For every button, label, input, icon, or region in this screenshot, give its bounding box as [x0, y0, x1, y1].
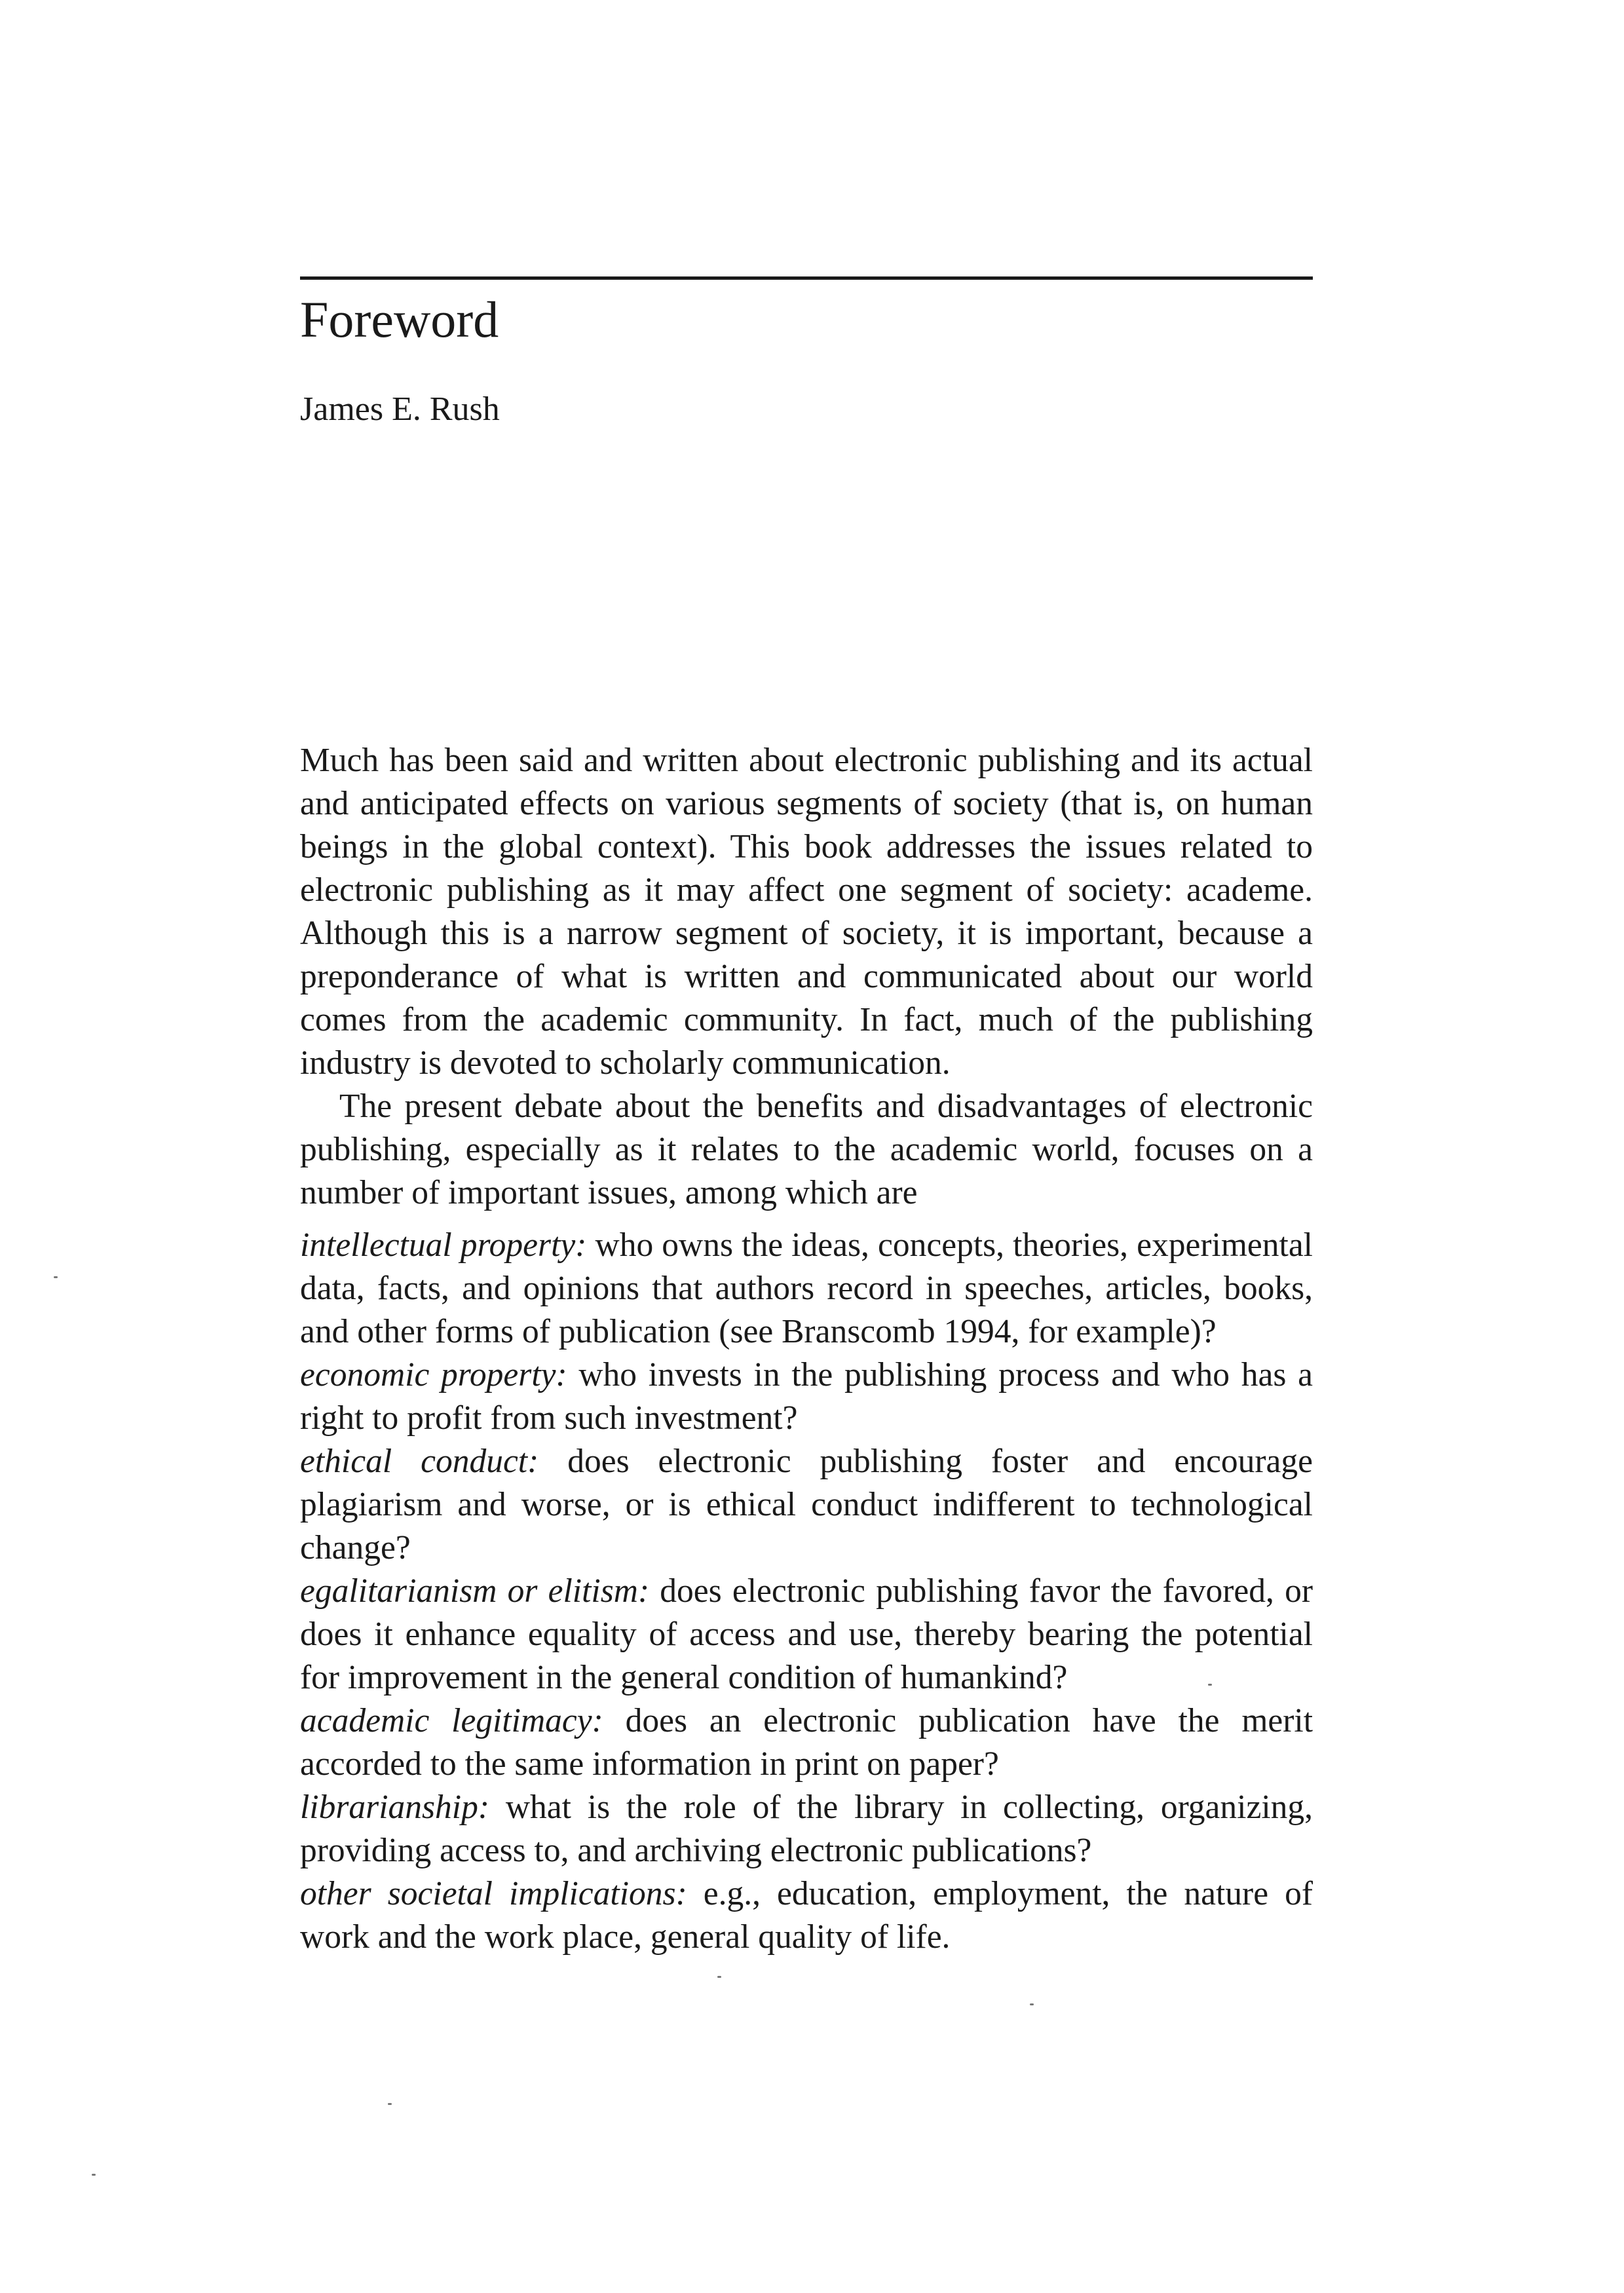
issue-text: e.g., education, employment, the nature of work and the work place, general quality of life. [300, 1875, 1313, 1956]
issue-item [300, 1440, 1313, 1570]
issue-text: does electronic publishing foster and encourage plagiarism and worse, or is ethical conduct indifferent to technological change? [300, 1443, 1313, 1566]
issue-term: ethical conduct: [300, 1443, 539, 1480]
title-rule [300, 276, 1313, 280]
issue-item [300, 1570, 1313, 1699]
issue-text: who invests in the publishing process and who has a right to profit from such investment? [300, 1356, 1313, 1437]
paragraph-1: Much has been said and written about electronic publishing and its actual and anticipated effects on various segments of society (that is, on human beings in the global context). This book addresses the issues related to electronic publishing as it may affect one segment of society: academe. Although this is a narrow segment of society, it is important, because a preponderance of what is written and communicated about our world comes from the academic community. In fact, much of the publishing industry is devoted to scholarly communication. [300, 742, 1313, 1082]
issue-text: what is the role of the library in collecting, organizing, providing access to, and archiving electronic publications? [300, 1789, 1313, 1869]
issue-term: intellectual property: [300, 1226, 587, 1264]
chapter-title: Foreword [300, 291, 499, 348]
issue-text: does electronic publishing favor the favored, or does it enhance equality of access and use, thereby bearing the potential for improvement in the general condition of humankind? [300, 1572, 1313, 1696]
issue-item [300, 1354, 1313, 1440]
paragraph-2: The present debate about the benefits and disadvantages of electronic publishing, especially as it relates to the academic world, focuses on a number of important issues, among which are [300, 1088, 1313, 1211]
issue-term: academic legitimacy: [300, 1702, 603, 1739]
issue-term: egalitarianism or elitism: [300, 1572, 650, 1610]
issue-item [300, 1872, 1313, 1959]
scan-speck [1208, 1684, 1212, 1686]
scan-speck [1030, 2003, 1034, 2005]
issue-term: economic property: [300, 1356, 567, 1393]
issue-item [300, 1224, 1313, 1354]
issue-text: who owns the ideas, concepts, theories, experimental data, facts, and opinions that authors record in speeches, articles, books, and other forms of publication (see Branscomb 1994, for example)? [300, 1226, 1313, 1350]
issue-item [300, 1699, 1313, 1786]
scan-speck [717, 1976, 721, 1978]
chapter-author: James E. Rush [300, 390, 500, 428]
issue-text: does an electronic publication have the merit accorded to the same information in print on paper? [300, 1702, 1313, 1783]
scan-speck [92, 2174, 96, 2176]
issue-list [300, 1224, 1313, 1959]
scan-speck [388, 2103, 392, 2105]
scan-speck [54, 1276, 58, 1278]
issue-term: librarianship: [300, 1789, 490, 1826]
issue-term: other societal implications: [300, 1875, 687, 1912]
issue-item [300, 1786, 1313, 1872]
body-text [300, 739, 1313, 1959]
